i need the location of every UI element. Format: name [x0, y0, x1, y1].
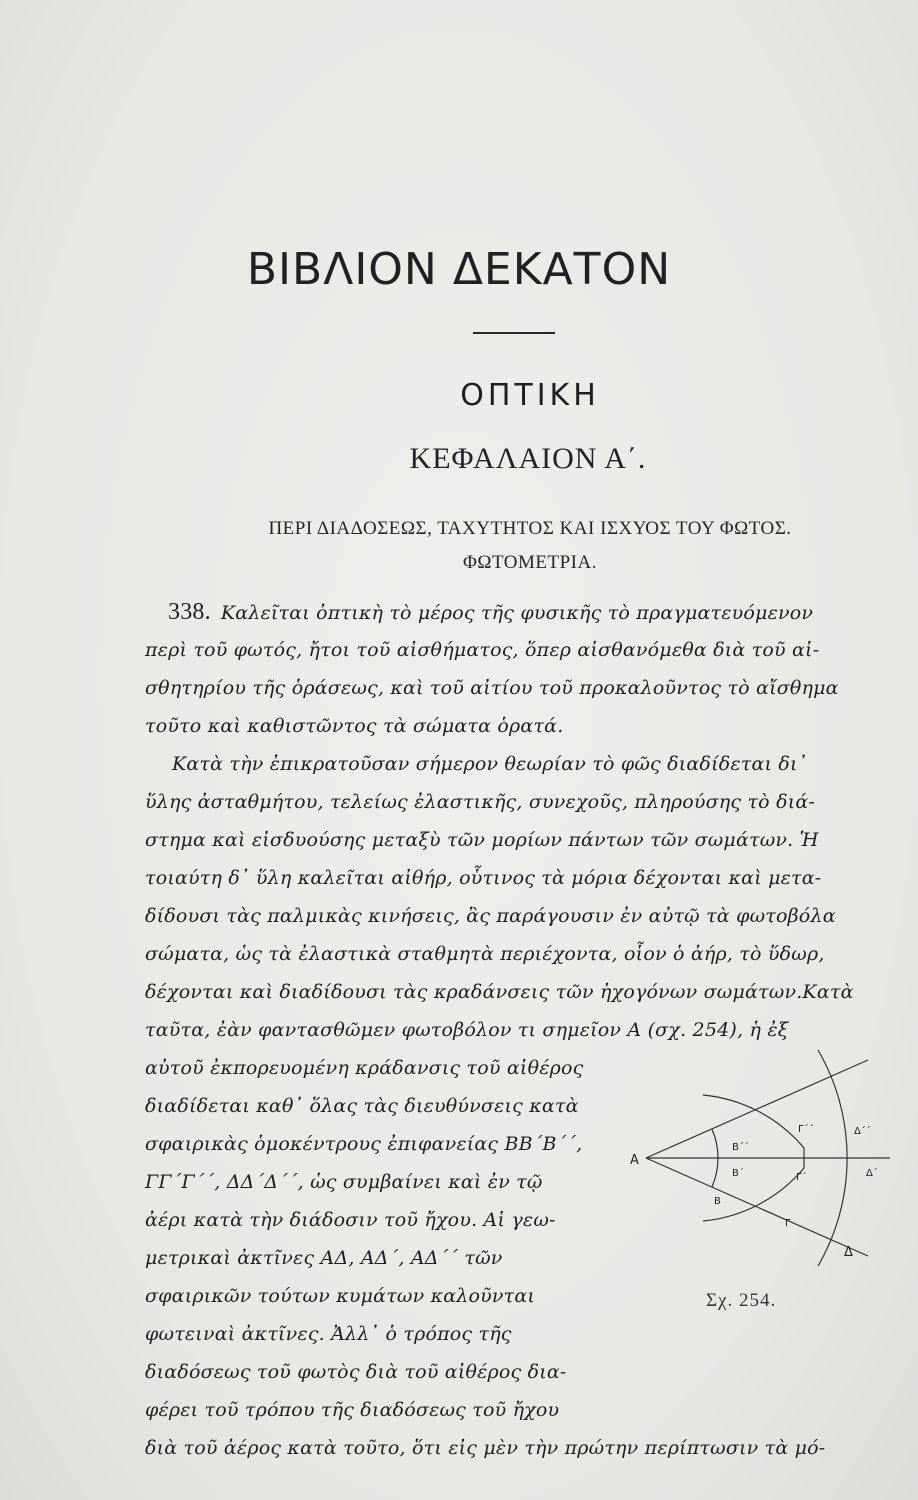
- paragraph-line: ΓΓ΄Γ΄΄, ΔΔ΄Δ΄΄, ὡς συμβαίνει καὶ ἐν τῷ: [145, 1171, 543, 1193]
- paragraph-line: σθητηρίου τῆς ὁράσεως, καὶ τοῦ αἰτίου τοῦ προκαλοῦντος τὸ αἴσθημα: [145, 677, 839, 699]
- paragraph-line: σφαιρικὰς ὁμοκέντρους ἐπιφανείας ΒΒ΄Β΄΄,: [145, 1133, 583, 1155]
- paragraph-line: σφαιρικῶν τούτων κυμάτων καλοῦνται: [145, 1285, 536, 1307]
- section-heading-line-1: ΠΕΡΙ ΔΙΑΔΟΣΕΩΣ, ΤΑΧΥΤΗΤΟΣ ΚΑΙ ΙΣΧΥΟΣ ΤΟΥ ΦΩΤΟΣ.: [268, 518, 792, 539]
- figure-caption: Σχ. 254.: [706, 1290, 777, 1311]
- paragraph-line: αὐτοῦ ἐκπορευομένη κράδανσις τοῦ αἰθέρος: [145, 1057, 584, 1079]
- paragraph-line: ἀέρι κατὰ τὴν διάδοσιν τοῦ ἤχου. Αἱ γεω-: [145, 1209, 556, 1231]
- paragraph-line: Κατὰ τὴν ἐπικρατοῦσαν σήμερον θεωρίαν τὸ φῶς διαδίδεται δι᾽: [172, 753, 808, 775]
- label-g2: Γ΄΄: [798, 1124, 814, 1135]
- paragraph-line: δίδουσι τὰς παλμικὰς κινήσεις, ἃς παράγουσιν ἐν αὐτῷ τὰ φωτοβόλα: [145, 905, 836, 927]
- paragraph-line: φέρει τοῦ τρόπου τῆς διαδόσεως τοῦ ἤχου: [145, 1399, 560, 1421]
- label-g1: Γ΄: [796, 1172, 807, 1183]
- paragraph-line: δέχονται καὶ διαδίδουσι τὰς κραδάνσεις τῶν ἠχογόνων σωμάτων.Κατὰ: [145, 981, 854, 1003]
- section-heading-line-2: ΦΩΤΟΜΕΤΡΙΑ.: [463, 552, 597, 573]
- paragraph-line: σώματα, ὡς τὰ ἐλαστικὰ σταθμητὰ περιέχοντα, οἷον ὁ ἀήρ, τὸ ὕδωρ,: [145, 943, 825, 965]
- section-heading: [0, 512, 918, 580]
- label-d1: Δ΄: [866, 1168, 878, 1179]
- paragraph-line: διὰ τοῦ ἀέρος κατὰ τοῦτο, ὅτι εἰς μὲν τὴν πρώτην περίπτωσιν τὰ μό-: [145, 1437, 826, 1459]
- label-g: Γ: [785, 1218, 791, 1229]
- paragraph-line: περὶ τοῦ φωτός, ἤτοι τοῦ αἰσθήματος, ὅπερ αἰσθανόμεθα διὰ τοῦ αἰ-: [145, 639, 820, 661]
- label-d2: Δ΄΄: [854, 1126, 871, 1137]
- label-a: Α: [630, 1153, 639, 1168]
- paragraph-line: φωτειναὶ ἀκτῖνες. Ἀλλ᾽ ὁ τρόπος τῆς: [145, 1323, 512, 1345]
- paragraph-line: [168, 600, 918, 625]
- paragraph-line: ταῦτα, ἐὰν φαντασθῶμεν φωτοβόλον τι σημεῖον Α (σχ. 254), ἡ ἐξ: [145, 1019, 789, 1041]
- book-title: ΒΙΒΛΙΟΝ ΔΕΚΑΤΟΝ: [246, 244, 672, 295]
- paragraph-line: τοιαύτη δ᾽ ὕλη καλεῖται αἰθήρ, οὗτινος τὰ μόρια δέχονται καὶ μετα-: [145, 867, 822, 889]
- paragraph-line: στημα καὶ εἰσδυούσης μεταξὺ τῶν μορίων πάντων τῶν σωμάτων. Ἡ: [145, 829, 819, 851]
- paragraph-line: τοῦτο καὶ καθιστῶντος τὰ σώματα ὁρατά.: [145, 715, 564, 737]
- chapter-title: ΚΕΦΑΛΑΙΟΝ Α΄.: [409, 442, 647, 475]
- paragraph-line: διαδίδεται καθ᾽ ὅλας τὰς διευθύνσεις κατὰ: [145, 1095, 579, 1117]
- ray-lower: [646, 1158, 868, 1256]
- ray-upper: [646, 1060, 868, 1158]
- label-b: Β: [714, 1196, 721, 1207]
- paragraph-number: 338.: [168, 599, 211, 625]
- label-b1: Β΄: [732, 1168, 744, 1179]
- wave-front-figure: [628, 1030, 898, 1270]
- paragraph-line: μετρικαὶ ἀκτῖνες ΑΔ, ΑΔ΄, ΑΔ΄΄ τῶν: [145, 1247, 503, 1269]
- title-rule: [473, 332, 555, 334]
- subject-title: ΟΠΤΙΚΗ: [460, 378, 600, 413]
- paragraph-line: διαδόσεως τοῦ φωτὸς διὰ τοῦ αἰθέρος δια-: [145, 1361, 567, 1383]
- paragraph-line: ὕλης ἀσταθμήτου, τελείως ἐλαστικῆς, συνεχοῦς, πληρούσης τὸ διά-: [145, 791, 816, 813]
- line-text: Καλεῖται ὀπτικὴ τὸ μέρος τῆς φυσικῆς τὸ πραγματευόμενον: [220, 602, 814, 624]
- label-b2: Β΄΄: [732, 1142, 749, 1153]
- label-d: Δ: [844, 1245, 853, 1260]
